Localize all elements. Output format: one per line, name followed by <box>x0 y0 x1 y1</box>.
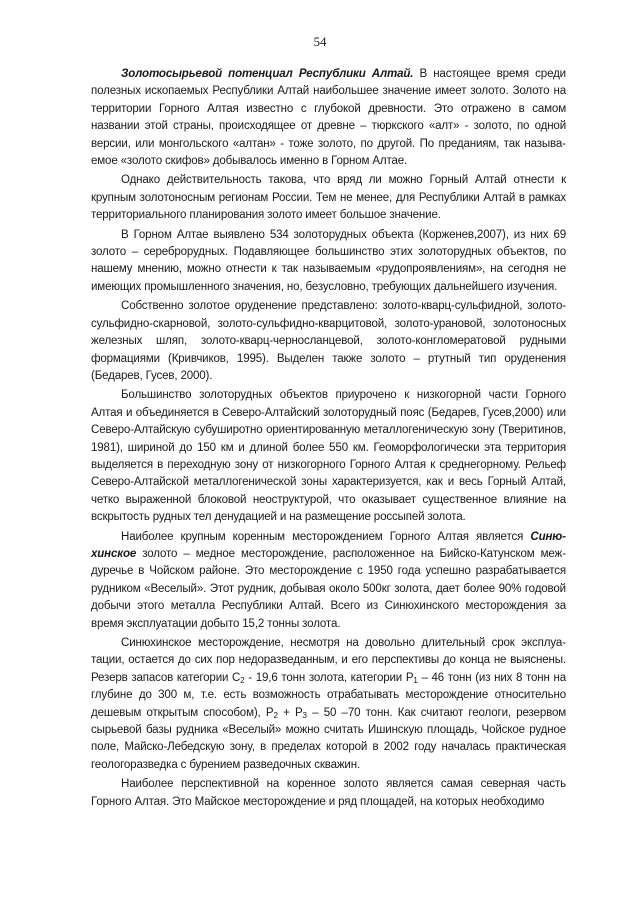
page-number: 54 <box>313 34 327 49</box>
paragraph-text: золото – медное месторождение, расположенное на Бийско-Катунском междуречье в Чойском районе. Это месторождение с 1950 года успешно разрабатывается рудником «Веселый». Этот рудник, добывая около 500кг золота, дает более 90% годовой добычи этого металла Республики Алтай. Всего из Синюхинского месторождения за время эксплуатации добыто 15,2 тонны золота. <box>91 547 566 630</box>
paragraph-text: – 50 –70 тонн. Как считают геологи, резервом сырьевой базы рудника «Веселый» можно считать Ишинскую площадь, Чойское рудное поле, Майско-Лебедскую зону, в пределах которой в 2002 году началась практическая геологоразведка с бурением разведочных скважин. <box>91 706 567 771</box>
section-heading-gold-potential: Золотосырьевой потенциал Республики Алтай. <box>121 68 414 80</box>
paragraph-text: Наиболее перспективной на коренное золото является самая северная часть Горного Алтая. Это Майское месторождение и ряд площадей, на которых необходимо <box>91 778 566 808</box>
paragraph-text: Наиболее крупным коренным месторождением Горного Алтая является <box>121 530 531 543</box>
paragraph-text: Большинство золоторудных объектов приурочено к низкогорной части Горного Алтая и объединяется в Северо-Алтайский золоторудный пояс (Бедарев, Гусев,2000) или Северо-Алтайскую субуширотно ориентированную металлогеническую зону (Тверитинов, 1981), шириной до 150 км и длиной более 550 км. Геоморфологически эта территория выделяется в переходную зону от низкогорного Горного Алтая к среднегорному. Рельеф Северо-Алтайской металлогенической зоны характеризуется, как и весь Горный Алтай, четко выраженной блоковой неоструктурой, что оказывает существенное влияние на вскрытость рудных тел денудацией и на размещение россыпей золота. <box>91 389 566 524</box>
subscript-index: 1 <box>413 675 418 685</box>
deposit-name-emphasis: Синюхинское <box>91 530 566 560</box>
paragraph-reserves <box>91 635 566 774</box>
subscript-index: 3 <box>302 710 307 720</box>
paragraph-text: В настоящее время среди полезных ископаемых Республики Алтай наибольшее значение имеет золото. Золото на территории Горного Алтая известно с глубокой древности. Это отражено в самом названии этой страны, происходящее от древне – тюркского «алт» - золото, по одной версии, или монгольского «алтан» - тоже золото, по другой. По преданиям, так называемое «золото скифов» добывалось именно в Горном Алтае. <box>91 68 566 168</box>
paragraph-gold-potential <box>91 66 566 170</box>
document-body <box>91 66 566 813</box>
paragraph-ore-objects <box>91 227 566 297</box>
paragraph-ore-belt <box>91 387 566 526</box>
subscript-index: 2 <box>273 710 278 720</box>
paragraph-text: - 19,6 тонн золота, категории Р <box>244 671 414 684</box>
paragraph-sinyukha-deposit <box>91 529 566 633</box>
paragraph-formations <box>91 298 566 385</box>
paragraph-text: Однако действительность такова, что вряд ли можно Горный Алтай отнести к крупным золотоносным регионам России. Тем не менее, для Республики Алтай в рамках территориального планирования золото имеет большое значение. <box>91 174 566 222</box>
paragraph-text: В Горном Алтае выявлено 534 золоторудных объекта (Корженев,2007), из них 69 золото – сереброрудных. Подавляющее большинство этих золоторудных объектов, по нашему мнению, можно отнести к так называемым «рудопроявлениям», на сегодня не имеющих промышленного значения, но, безусловно, требующих дальнейшего изучения. <box>91 228 566 293</box>
paragraph-text: Синюхинское месторождение, несмотря на довольно длительный срок эксплуатации, остается до сих пор недоразведанным, и его перспективы до конца не выяснены. Резерв запасов категории С <box>91 637 566 684</box>
paragraph-text: Собственно золотое оруденение представлено: золото-кварц-сульфидной, золото-сульфидно-скарновой, золото-сульфидно-кварцитовой, золото-урановой, золотоносных железных шляп, золото-кварц-черносланцевой, золото-конгломератовой рудными формациями (Кривчиков, 1995). Выделен также золото – ртутный тип оруденения (Бедарев, Гусев, 2000). <box>91 300 566 382</box>
paragraph-text: + Р <box>277 706 303 719</box>
paragraph-reality <box>91 172 566 224</box>
subscript-index: 2 <box>240 675 245 685</box>
paragraph-text: – 46 тонн (из них 8 тонн на глубине до 300 м, т.е. есть возможность отрабатывать месторождение относительно дешевым открытым способом), Р <box>91 671 566 719</box>
paragraph-northern-part <box>91 776 566 811</box>
